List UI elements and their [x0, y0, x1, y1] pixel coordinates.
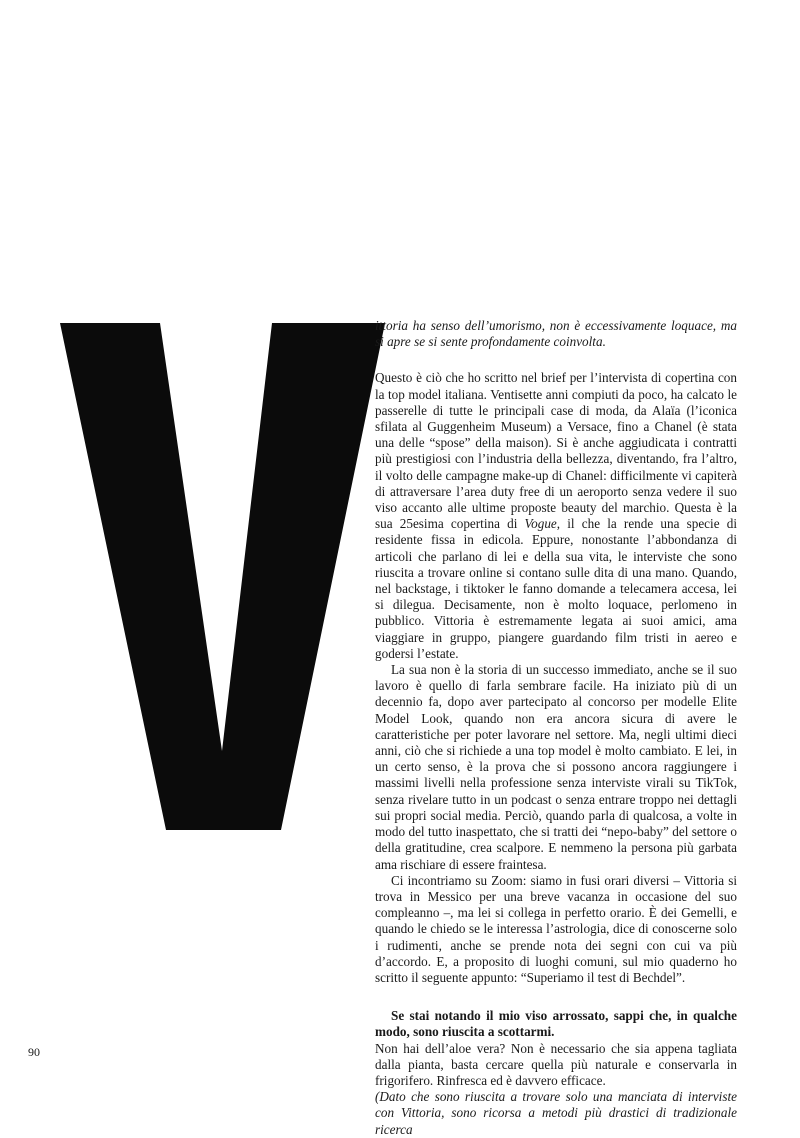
article-column [375, 318, 737, 1138]
drop-cap-v-shape [60, 323, 385, 830]
body-paragraph-2: La sua non è la storia di un successo immediato, anche se il suo lavoro è quello di farla sembrare facile. Ha iniziato più di un decennio fa, dopo aver partecipato al concorso per modelle Elite Model Look, quando non era ancora sicura di avere le caratteristiche per poter lavorare nel settore. Ma, negli ultimi dieci anni, ciò che si richiede a una top model è molto cambiato. E lei, in un certo senso, è la prova che si possono ancora raggiungere i massimi livelli nella professione senza interviste virali su TikTok, senza rivelare tutto in un podcast o senza entrare troppo nei dettagli sui propri social media. Perciò, quando parla di qualcosa, a volte in modo del tutto inaspettato, che si tratti dei “nepo-baby” del settore o della gratitudine, crea scalpore. E nemmeno la persona più garbata ama rischiare di essere fraintesa. [375, 662, 737, 872]
magazine-name: Vogue [524, 516, 557, 532]
body-paragraph-3: Ci incontriamo su Zoom: siamo in fusi orari diversi – Vittoria si trova in Messico per una breve vacanza in occasione del suo compleanno –, ma lei si collega in perfetto orario. È dei Gemelli, e quando le chiedo se le interessa l’astrologia, dice di conoscerne solo i rudimenti, anche se prende nota dei segni con cui va più d’accordo. E, a proposito di luoghi comuni, sul mio quaderno ho scritto il seguente appunto: “Superiamo il test di Bechdel”. [375, 872, 737, 985]
body-text: Questo è ciò che ho scritto nel brief per l’intervista di copertina con la top model italiana. Ventisette anni compiuti da poco, ha calcato le passerelle di tutte le principali case di moda, da Alaïa (l’iconica sfilata al Guggenheim Museum) a Versace, fino a Chanel (è stata una delle “spose” della maison). Si è anche aggiudicata i contratti più prestigiosi con l’industria della bellezza, diventando, fra l’altro, il volto delle campagne make-up di Chanel: difficilmente vi capiterà di attraversare l’area duty free di un aeroporto senza vedere il suo viso accanto alle ultime proposte beauty del marchio. Questa è la sua 25esima copertina di [375, 370, 737, 532]
interview-answer: Non hai dell’aloe vera? Non è necessario che sia appena tagliata dalla pianta, basta cercare quella più naturale e conservarla in frigorifero. Rinfresca ed è davvero efficace. [375, 1040, 737, 1088]
page-number: 90 [28, 1045, 40, 1059]
interview-question: Se stai notando il mio viso arrossato, sappi che, in qualche modo, sono riuscita a scottarmi. [375, 1008, 737, 1040]
lead-paragraph: ittoria ha senso dell’umorismo, non è eccessivamente loquace, ma si apre se si sente profondamente coinvolta. [375, 318, 737, 350]
drop-cap-letter [60, 323, 385, 830]
body-paragraph-1 [375, 370, 737, 662]
body-text: , il che la rende una specie di residente fissa in edicola. Eppure, nonostante l’abbondanza di articoli che parlano di lei e della sua vita, le interviste che sono riuscita a trovare online si contano sulle dita di una mano. Quando, nel backstage, i tiktoker le fanno domande a telecamera accesa, lei si dilegua. Decisamente, non è molto loquace, perlomeno in pubblico. Vittoria è estremamente legata ai suoi amici, ama viaggiare in gruppo, piangere guardando film tristi in aereo e godersi l’estate. [375, 516, 737, 661]
interview-aside: (Dato che sono riuscita a trovare solo una manciata di interviste con Vittoria, sono ricorsa a metodi più drastici di tradizionale ricerca [375, 1089, 737, 1137]
